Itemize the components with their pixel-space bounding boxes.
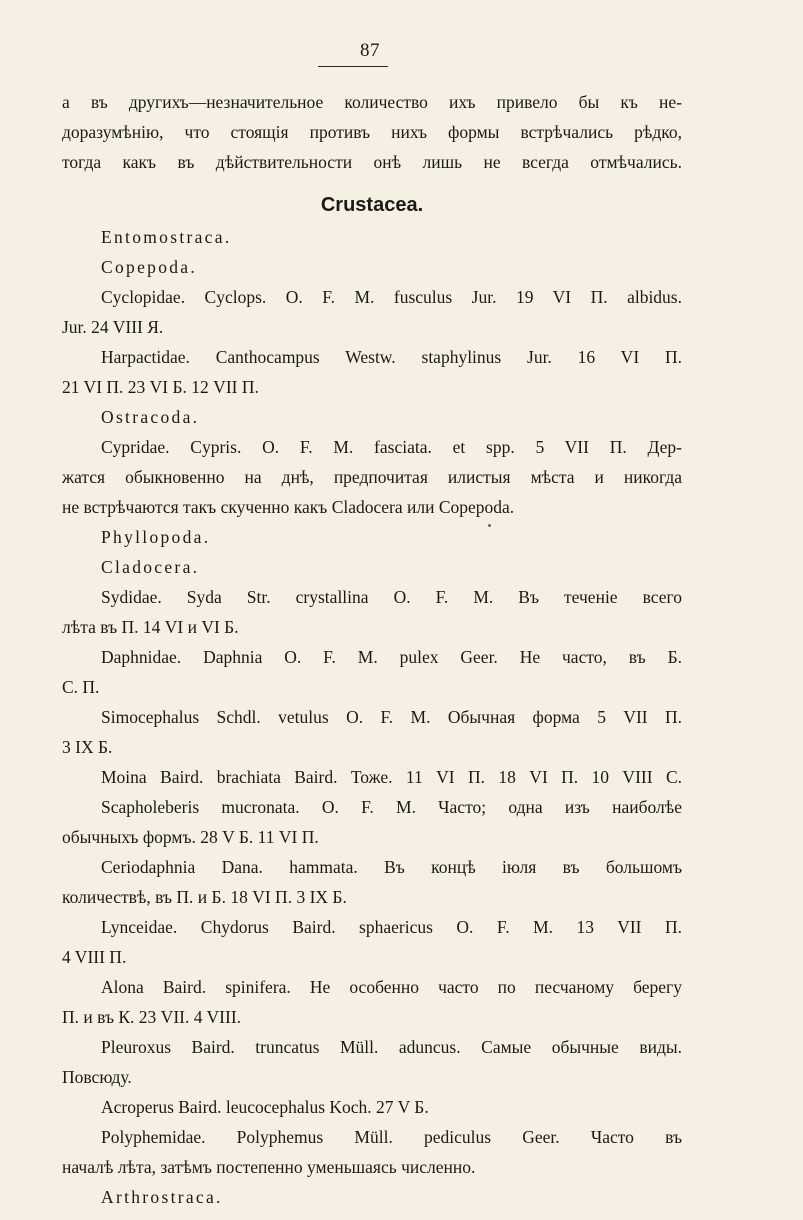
text-line: Polyphemidae. Polyphemus Müll. pediculus Geer. Часто въ [101,1127,682,1147]
text-line: 4 VIII П. [62,947,127,967]
text-line: С. П. [62,677,100,697]
text-line: П. и въ К. 23 VII. 4 VIII. [62,1007,242,1027]
text-line: Jur. 24 VIII Я. [62,317,164,337]
text-line: Lynceidae. Chydorus Baird. sphaericus O. F. M. 13 VII П. [101,917,682,937]
text-line: началѣ лѣта, затѣмъ постепенно уменьшаясь численно. [62,1157,476,1177]
taxon-heading: Entomostraca. [101,227,232,247]
text-line: Ceriodaphnia Dana. hammata. Въ концѣ іюля въ большомъ [101,857,682,877]
text-line: тогда какъ въ дѣйствительности онѣ лишь не всегда отмѣчались. [62,152,682,172]
text-line: Sydidae. Syda Str. crystallina O. F. M. Въ теченіе всего [101,587,682,607]
taxon-heading: Arthrostraca. [101,1187,223,1207]
text-line: не встрѣчаются такъ скученно какъ Cladocera или Copepoda. [62,497,515,517]
text-line: Simocephalus Schdl. vetulus O. F. M. Обычная форма 5 VII П. [101,707,682,727]
text-line: жатся обыкновенно на днѣ, предпочитая илистыя мѣста и никогда [62,467,682,487]
text-line: обычныхъ формъ. 28 V Б. 11 VI П. [62,827,319,847]
text-line: Acroperus Baird. leucocephalus Koch. 27 V Б. [101,1097,429,1117]
page-number-rule [318,66,388,67]
text-line: Scapholeberis mucronata. O. F. M. Часто; одна изъ наиболѣе [101,797,682,817]
text-line: количествѣ, въ П. и Б. 18 VI П. 3 IX Б. [62,887,347,907]
text-line: Moina Baird. brachiata Baird. Тоже. 11 VI П. 18 VI П. 10 VIII С. [101,767,682,787]
taxon-heading: Ostracoda. [101,407,200,427]
taxon-heading: Phyllopoda. [101,527,211,547]
text-line: лѣта въ П. 14 VI и VI Б. [62,617,239,637]
text-line: Harpactidae. Canthocampus Westw. staphylinus Jur. 16 VI П. [101,347,682,367]
text-line: Alona Baird. spinifera. Не особенно часто по песчаному берегу [101,977,682,997]
text-line: Cypridae. Cypris. O. F. M. fasciata. et spp. 5 VII П. Дер- [101,437,682,457]
print-speck [488,524,491,527]
text-line: 3 IX Б. [62,737,113,757]
text-line: Повсюду. [62,1067,132,1087]
text-line: а въ другихъ—незначительное количество ихъ привело бы къ не- [62,92,682,112]
taxon-heading: Cladocera. [101,557,200,577]
section-heading: Crustacea. [320,194,424,216]
text-line: Cyclopidae. Cyclops. O. F. M. fusculus Jur. 19 VI П. albidus. [101,287,682,307]
text-line: доразумѣнію, что стоящія противъ нихъ формы встрѣчались рѣдко, [62,122,682,142]
page-number: 87 [360,40,380,61]
taxon-heading: Copepoda. [101,257,198,277]
text-line: Daphnidae. Daphnia O. F. M. pulex Geer. Не часто, въ Б. [101,647,682,667]
text-line: Pleuroxus Baird. truncatus Müll. aduncus. Самые обычные виды. [101,1037,682,1057]
text-line: 21 VI П. 23 VI Б. 12 VII П. [62,377,259,397]
